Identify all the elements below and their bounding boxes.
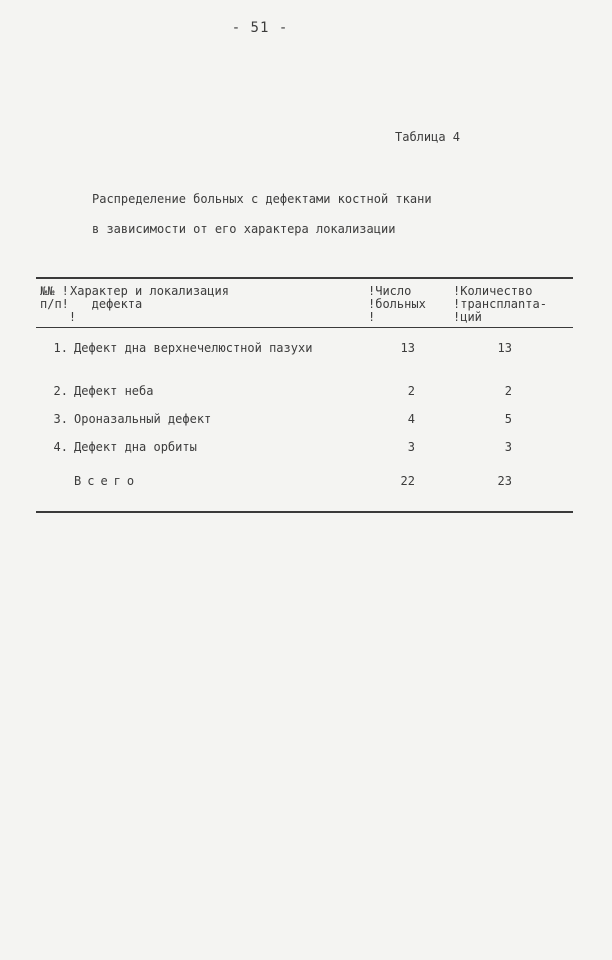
header-number: №№ ! п/п! !	[40, 284, 77, 324]
row-patients: 4	[407, 412, 415, 426]
page-number: - 51 -	[231, 20, 289, 36]
row-number: 4.	[53, 440, 68, 454]
row-transplants: 5	[504, 412, 512, 426]
table-title-line-1: Распределение больных с дефектами костной ткани	[92, 192, 432, 206]
row-label: Дефект дна орбиты	[74, 440, 197, 454]
row-transplants: 2	[504, 384, 512, 398]
total-label: Всего	[74, 474, 141, 488]
total-transplants: 23	[497, 474, 512, 488]
row-label: Дефект неба	[74, 384, 154, 398]
row-patients: 2	[407, 384, 415, 398]
header-patients: !Число !больных !	[368, 284, 426, 324]
row-transplants: 13	[497, 341, 512, 355]
row-transplants: 3	[504, 440, 512, 454]
row-label: Ороназальный дефект	[74, 412, 212, 426]
row-number: 1.	[53, 341, 68, 355]
row-number: 3.	[53, 412, 68, 426]
table-title-line-2: в зависимости от его характера локализации	[92, 222, 396, 236]
row-patients: 13	[400, 341, 415, 355]
total-patients: 22	[400, 474, 415, 488]
table-caption: Таблица 4	[395, 130, 461, 144]
row-label: Дефект дна верхнечелюстной пазухи	[74, 341, 313, 355]
table-top-rule	[36, 277, 573, 279]
header-characteristic: Характер и локализация дефекта	[70, 284, 229, 311]
row-patients: 3	[407, 440, 415, 454]
row-number: 2.	[53, 384, 68, 398]
header-transplants: !Количество !трансплanта- !ций	[453, 284, 547, 324]
table-bottom-rule	[36, 511, 573, 513]
header-rule	[36, 327, 573, 328]
